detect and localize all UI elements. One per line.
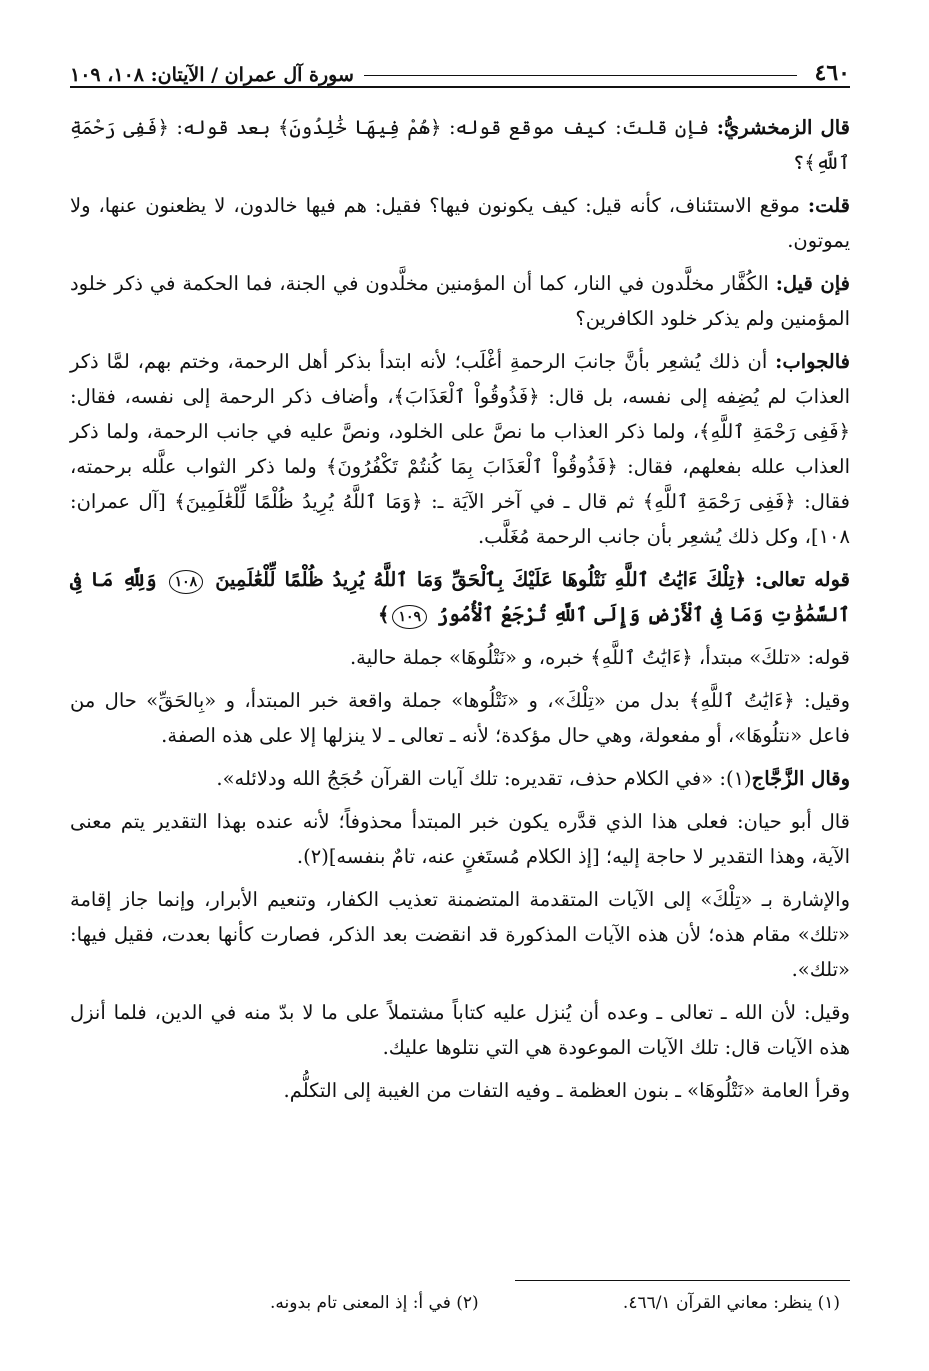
- paragraph-text: الكُفَّار مخلَّدون في النار، كما أن المؤمنين مخلَّدون في الجنة، فما الحكمة في ذكر خلود المؤمنين ولم يذكر خلود الكافرين؟: [70, 272, 850, 330]
- header-rule: [364, 75, 797, 76]
- paragraph-qultu: [70, 188, 850, 258]
- paragraph-ishara: [70, 882, 850, 987]
- aya-number-108: ١٠٨: [169, 570, 204, 594]
- paragraph-text: قال أبو حيان: فعلى هذا الذي قدَّره يكون خبر المبتدأ محذوفاً؛ لأنه عنده بهذا التقدير يتم معنى الآية، وهذا التقدير لا حاجة إليه؛ [إذ الكلام مُستَغنٍ عنه، تامٌ بنفسه](٢).: [70, 810, 850, 868]
- paragraph-text: والإشارة بـ «تِلْكَ» إلى الآيات المتقدمة المتضمنة تعذيب الكفار، وتنعيم الأبرار، وإنما جاز إقامة «تلك» مقام هذه؛ لأن هذه الآيات المذكورة قد انقضت بعد الذكر، فصارت كأنها بعدت، فقيل فيها: «تلك».: [70, 888, 850, 981]
- footnote-2: (٢) في أ: إذ المعنى تام بدونه.: [270, 1293, 479, 1313]
- paragraph-lead: قلت:: [807, 194, 850, 217]
- footnote-row: [70, 1293, 850, 1313]
- page: [70, 48, 850, 1116]
- paragraph-text: وقرأ العامة «نَتْلُوهَا» ـ بنون العظمة ـ وفيه التفات من الغيبة إلى التكلُّم.: [283, 1079, 850, 1102]
- paragraph-text: وقيل: ﴿ءَايَٰتُ ٱللَّهِ﴾ بدل من «تِلْكَ»، و «نَتْلُوها» جملة واقعة خبر المبتدأ، و «بِالحَقِّ» حال من فاعل «نتلُوهَا»، أو مفعولة، وهي حال مؤكدة؛ لأنه ـ تعالى ـ لا ينزلها إلا على هذه الصفة.: [70, 689, 850, 747]
- verse-intro: قوله تعالى:: [746, 568, 850, 591]
- paragraph-text: فإن قلتَ: كيف موقع قوله: ﴿هُمْ فِيهَا خَٰلِدُونَ﴾ بعد قوله: ﴿فَفِى رَحْمَةِ ٱللَّهِ﴾؟: [70, 116, 850, 174]
- paragraph-lead: وقال الزَّجَّاج: [751, 767, 850, 790]
- footnote-rule: [515, 1280, 850, 1281]
- paragraph-text: (١): «في الكلام حذف، تقديره: تلك آيات القرآن حُجَجُ الله ودلائله».: [216, 767, 752, 790]
- header-title: سورة آل عمران / الآيتان: ١٠٨، ١٠٩: [70, 64, 354, 86]
- paragraph-qiraa: [70, 1073, 850, 1108]
- page-body: [70, 110, 850, 1108]
- paragraph-text: موقع الاستئناف، كأنه قيل: كيف يكونون فيها؟ فقيل: هم فيها خالدون، لا يظعنون عنها، ولا يموتون.: [70, 194, 850, 252]
- aya-number-109: ١٠٩: [392, 605, 427, 629]
- paragraph-lead: فإن قيل:: [775, 272, 850, 295]
- paragraph-lead: قال الزمخشريُّ:: [716, 116, 850, 139]
- footnote-1: (١) ينظر: معاني القرآن ٤٦٦/١.: [622, 1293, 840, 1313]
- paragraph-zamakhshari: [70, 110, 850, 180]
- paragraph-lead: فالجواب:: [775, 350, 850, 373]
- quran-verse: [70, 562, 850, 632]
- paragraph-jawab: [70, 344, 850, 554]
- paragraph-text: وقيل: لأن الله ـ تعالى ـ وعده أن يُنزل عليه كتاباً مشتملاً على ما لا بدّ منه في الدين، فلما أنزل هذه الآيات قال: تلك الآيات الموعودة هي التي نتلوها عليك.: [70, 1001, 850, 1059]
- paragraph-fain-qil: [70, 266, 850, 336]
- paragraph-wa-qil: [70, 683, 850, 753]
- verse-close: ﴾: [378, 603, 390, 626]
- verse-part-2: وَلِلَّهِ مَا فِى ٱلسَّمَٰوَٰتِ وَمَا فِى ٱلْأَرْضِ وَإِلَى ٱللَّهِ تُرْجَعُ ٱلْأُمُورُ: [70, 568, 850, 626]
- verse-part-1: ﴿تِلْكَ ءَايَٰتُ ٱللَّهِ نَتْلُوهَا عَلَيْكَ بِٱلْحَقِّ وَمَا ٱللَّهُ يُرِيدُ ظُلْمًا لِّلْعَٰلَمِينَ: [215, 568, 746, 591]
- page-number: ٤٦٠: [814, 60, 850, 86]
- paragraph-text: قوله: «تلكَ» مبتدأ، ﴿ءَايَٰتُ ٱللَّهِ﴾ خبره، و «نَتْلُوهَا» جملة حالية.: [349, 646, 850, 669]
- paragraph-wa-qil-2: [70, 995, 850, 1065]
- paragraph-zajjaj: [70, 761, 850, 796]
- page-header: [70, 48, 850, 88]
- paragraph-text: أن ذلك يُشعِر بأنَّ جانبَ الرحمةِ أغْلَب؛ لأنه ابتدأ بذكر أهل الرحمة، وختم بهم، لمَّا ذكر العذابَ لم يُضِفه إلى نفسه، بل قال: ﴿فَذُوقُواْ ٱلْعَذَابَ﴾، وأضاف ذكر الرحمة إلى نفسه، فقال: ﴿فَفِى رَحْمَةِ ٱللَّهِ﴾، ولما ذكر العذاب ما نصَّ على الخلود، ونصَّ عليه في جانب الرحمة، ولما ذكر العذاب علله بفعلهم، فقال: ﴿فَذُوقُواْ ٱلْعَذَابَ بِمَا كُنتُمْ تَكْفُرُونَ﴾ ولما ذكر الثواب علَّله برحمته، فقال: ﴿فَفِى رَحْمَةِ ٱللَّهِ﴾ ثم قال ـ في آخر الآيَة ـ: ﴿وَمَا ٱللَّهُ يُرِيدُ ظُلْمًا لِّلْعَٰلَمِينَ﴾ [آل عمران: ١٠٨]، وكل ذلك يُشعِر بأن جانب الرحمة مُغَلَّب.: [70, 350, 850, 548]
- paragraph-abu-hayyan: [70, 804, 850, 874]
- paragraph-qawluhu: [70, 640, 850, 675]
- footnotes: [70, 1280, 850, 1313]
